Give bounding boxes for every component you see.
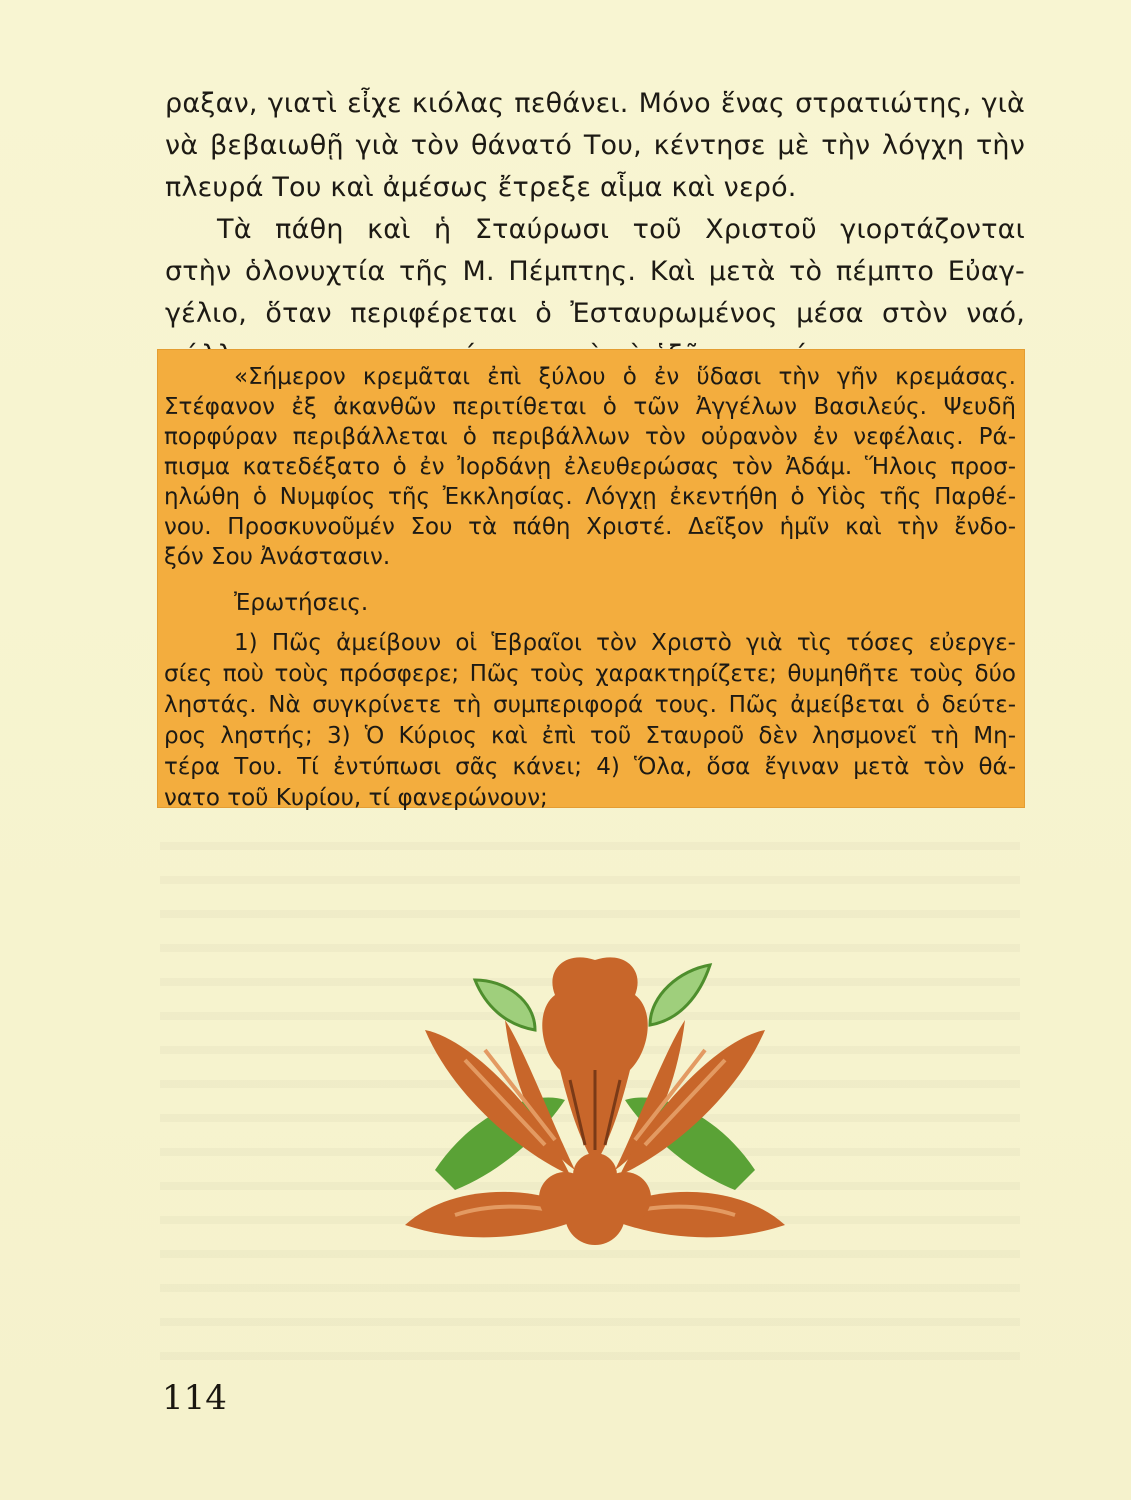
hymn-line: πισμα κατεδέξατο ὁ ἐν Ἰορδάνῃ ἐλευθερώσας τὸν Ἀδάμ. Ἥλοις προσ- (164, 454, 1016, 480)
body-line: γέλιο, ὅταν περιφέρεται ὁ Ἐσταυρωμένος μέσα στὸν ναό, (165, 298, 1025, 329)
body-line: στὴν ὁλονυχτία τῆς Μ. Πέμπτης. Καὶ μετὰ τὸ πέμπτο Εὐαγ- (165, 256, 1025, 287)
body-line: ραξαν, γιατὶ εἶχε κιόλας πεθάνει. Μόνο ἕνας στρατιώτης, γιὰ (165, 88, 1025, 119)
body-line: πλευρά Του καὶ ἀμέσως ἔτρεξε αἷμα καὶ νερό. (165, 172, 797, 203)
lotus-flower-ornament-icon (395, 940, 795, 1270)
body-line: νὰ βεβαιωθῇ γιὰ τὸν θάνατό Του, κέντησε μὲ τὴν λόγχη τὴν (165, 130, 1025, 161)
question-line: ληστάς. Νὰ συγκρίνετε τὴ συμπεριφορά τους. Πῶς ἀμείβεται ὁ δεύτε- (164, 692, 1016, 718)
hymn-line: ηλώθη ὁ Νυμφίος τῆς Ἐκκλησίας. Λόγχῃ ἐκεντήθη ὁ Υἱὸς τῆς Παρθέ- (164, 484, 1016, 510)
bulb-icon (573, 1153, 617, 1197)
question-line: τέρα Του. Τί ἐντύπωσι σᾶς κάνει; 4) Ὅλα, ὅσα ἔγιναν μετὰ τὸν θά- (164, 754, 1016, 780)
question-line: σίες ποὺ τοὺς πρόσφερε; Πῶς τοὺς χαρακτηρίζετε; θυμηθῆτε τοὺς δύο (164, 661, 1016, 687)
hymn-line: πορφύραν περιβάλλεται ὁ περιβάλλων τὸν οὐρανὸν ἐν νεφέλαις. Ρά- (164, 424, 1016, 450)
questions-heading: Ἐρωτήσεις. (234, 590, 369, 616)
hymn-line: ξόν Σου Ἀνάστασιν. (164, 544, 391, 570)
body-line: Τὰ πάθη καὶ ἡ Σταύρωσι τοῦ Χριστοῦ γιορτάζονται (217, 214, 1025, 245)
leaf-bud-left-icon (475, 980, 535, 1030)
hymn-line: Στέφανον ἐξ ἀκανθῶν περιτίθεται ὁ τῶν Ἀγγέλων Βασιλεύς. Ψευδῆ (164, 394, 1016, 420)
question-line: νατο τοῦ Κυρίου, τί φανερώνουν; (164, 785, 548, 811)
hymn-line: «Σήμερον κρεμᾶται ἐπὶ ξύλου ὁ ἐν ὕδασι τὴν γῆν κρεμάσας. (234, 364, 1016, 390)
page-number: 114 (162, 1378, 227, 1418)
leaf-bud-right-icon (650, 965, 710, 1025)
question-line: 1) Πῶς ἀμείβουν οἱ Ἑβραῖοι τὸν Χριστὸ γιὰ τὶς τόσες εὐεργε- (234, 630, 1016, 656)
question-line: ρος ληστής; 3) Ὁ Κύριος καὶ ἐπὶ τοῦ Σταυροῦ δὲν λησμονεῖ τὴ Μη- (164, 723, 1016, 749)
hymn-line: νου. Προσκυνοῦμέν Σου τὰ πάθη Χριστέ. Δεῖξον ἡμῖν καὶ τὴν ἔνδο- (164, 514, 1016, 540)
